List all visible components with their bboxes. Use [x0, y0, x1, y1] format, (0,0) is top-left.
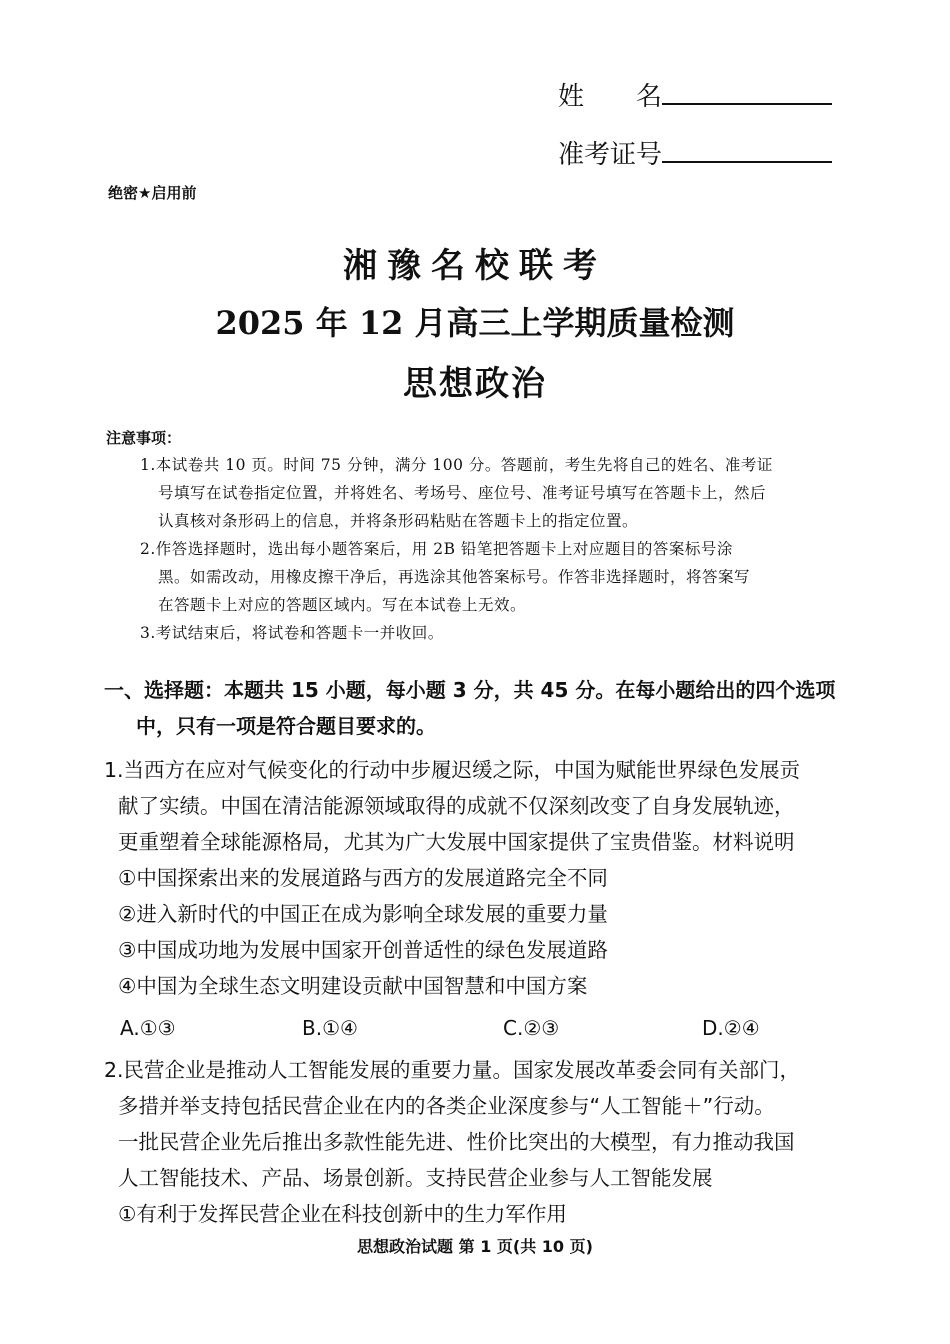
question-stem-line: 献了实绩。中国在清洁能源领域取得的成就不仅深刻改变了自身发展轨迹， — [118, 794, 795, 818]
statement-item: ①有利于发挥民营企业在科技创新中的生力军作用 — [118, 1202, 567, 1226]
question-stem-line: 一批民营企业先后推出多款性能先进、性价比突出的大模型，有力推动我国 — [118, 1130, 795, 1154]
answer-option-c[interactable]: C.②③ — [503, 1016, 560, 1040]
exam-subject-title: 思想政治 — [403, 364, 547, 404]
answer-option-a[interactable]: A.①③ — [120, 1016, 176, 1040]
statement-item: ①中国探索出来的发展道路与西方的发展道路完全不同 — [118, 866, 608, 890]
question-stem-line: 更重塑着全球能源格局，尤其为广大发展中国家提供了宝贵借鉴。材料说明 — [118, 830, 795, 854]
notice-line: 认真核对条形码上的信息，并将条形码粘贴在答题卡上的指定位置。 — [158, 512, 639, 530]
notice-list — [140, 451, 860, 647]
secret-mark: 绝密★启用前 — [108, 184, 197, 202]
notice-line: 1.本试卷共 10 页。时间 75 分钟，满分 100 分。答题前，考生先将自己的姓名、准考证 — [140, 456, 773, 474]
notice-line: 号填写在试卷指定位置，并将姓名、考场号、座位号、准考证号填写在答题卡上，然后 — [158, 484, 767, 502]
page-footer: 思想政治试题 第 1 页(共 10 页) — [357, 1237, 593, 1256]
question-stem-line: 多措并举支持包括民营企业在内的各类企业深度参与“人工智能＋”行动。 — [118, 1094, 775, 1118]
exam-title-line2: 2025 年 12 月高三上学期质量检测 — [215, 304, 735, 342]
question-stem-line: 人工智能技术、产品、场景创新。支持民营企业参与人工智能发展 — [118, 1166, 713, 1190]
exam-id-blank-line — [662, 161, 832, 163]
notice-line: 黑。如需改动，用橡皮擦干净后，再选涂其他答案标号。作答非选择题时，将答案写 — [158, 568, 751, 586]
question-2 — [104, 1052, 800, 1232]
exam-id-field[interactable] — [558, 134, 832, 171]
exam-id-label: 准考证号 — [558, 140, 663, 170]
notice-line: 2.作答选择题时，选出每小题答案后，用 2B 铅笔把答题卡上对应题目的答案标号涂 — [140, 540, 733, 558]
notice-line: 3.考试结束后，将试卷和答题卡一并收回。 — [140, 624, 444, 642]
statement-item: ②进入新时代的中国正在成为影响全球发展的重要力量 — [118, 902, 608, 926]
question-1 — [104, 752, 800, 1004]
notice-heading: 注意事项： — [106, 429, 182, 447]
section-heading-line: 中，只有一项是符合题目要求的。 — [136, 714, 436, 738]
statement-item: ④中国为全球生态文明建设贡献中国智慧和中国方案 — [118, 974, 588, 998]
question-stem-line: 2.民营企业是推动人工智能发展的重要力量。国家发展改革委会同有关部门， — [104, 1058, 801, 1082]
question-stem-line: 1.当西方在应对气候变化的行动中步履迟缓之际，中国为赋能世界绿色发展贡 — [104, 758, 801, 782]
answer-option-d[interactable]: D.②④ — [702, 1016, 760, 1040]
statement-item: ③中国成功地为发展中国家开创普适性的绿色发展道路 — [118, 938, 608, 962]
section-heading-line: 一、选择题：本题共 15 小题，每小题 3 分，共 45 分。在每小题给出的四个选项 — [104, 678, 836, 702]
section-heading — [104, 672, 835, 744]
name-label: 姓 名 — [558, 82, 663, 112]
answer-option-b[interactable]: B.①④ — [302, 1016, 358, 1040]
name-field[interactable] — [558, 76, 832, 113]
name-blank-line — [662, 103, 832, 105]
exam-title-line1: 湘豫名校联考 — [343, 246, 607, 286]
notice-line: 在答题卡上对应的答题区域内。写在本试卷上无效。 — [158, 596, 527, 614]
